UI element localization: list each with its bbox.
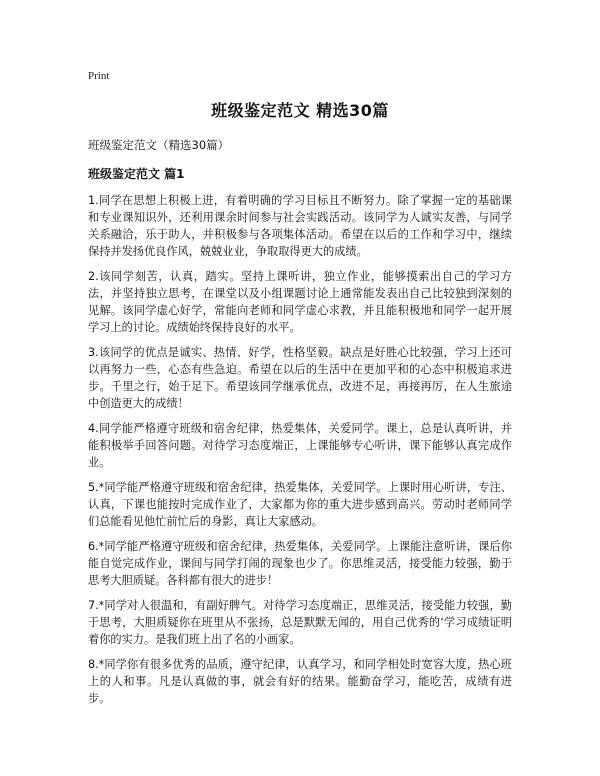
paragraph-6: 6.*同学能严格遵守班级和宿舍纪律，热爱集体，关爱同学。上课能注意听讲，课后你能自觉完成作业，课间与同学打闹的现象也少了。你思维灵活，接受能力较强，勤于思考大胆质疑。各科都有很大的进步！	[88, 540, 512, 587]
document-subtitle: 班级鉴定范文（精选30篇）	[88, 138, 230, 152]
paragraph-8: 8.*同学你有很多优秀的品质，遵守纪律，认真学习，和同学相处时宽容大度，热心班上的人和事。凡是认真做的事，就会有好的结果。能勤奋学习，能吃苦，成绩有进步。	[88, 658, 512, 705]
paragraph-4: 4.同学能严格遵守班级和宿舍纪律，热爱集体，关爱同学。课上，总是认真听讲，并能积极举手回答问题。对待学习态度端正，上课能够专心听讲，课下能够认真完成作业。	[88, 422, 512, 469]
document-title: 班级鉴定范文 精选30篇	[211, 101, 389, 120]
section-heading: 班级鉴定范文 篇1	[88, 167, 185, 181]
paragraph-3: 3.该同学的优点是诚实、热情、好学，性格坚毅。缺点是好胜心比较强，学习上还可以再努力一些，心态有些急迫。希望在以后的生活中在更加平和的心态中积极追求进步。千里之行，始于足下。希望该同学继承优点，改进不足，再接再厉，在人生旅途中创造更大的成绩！	[88, 346, 512, 410]
paragraph-2: 2.该同学刻苦，认真，踏实。坚持上课听讲，独立作业，能够摸索出自己的学习方法，并坚持独立思考，在课堂以及小组课题讨论上通常能发表出自己比较独到深刻的见解。该同学虚心好学，常能向老师和同学虚心求教，并且能积极地和同学一起开展学习上的讨论。成绩始终保持良好的水平。	[88, 270, 512, 334]
paragraph-5: 5.*同学能严格遵守班级和宿舍纪律，热爱集体，关爱同学。上课时用心听讲，专注、认真，下课也能按时完成作业了，大家都为你的重大进步感到高兴。劳动时老师同学们总能看见他忙前忙后的身影，真让大家感动。	[88, 481, 512, 528]
paragraph-7: 7.*同学对人很温和，有副好脾气。对待学习态度端正，思维灵活，接受能力较强，勤于思考，大胆质疑你在班里从不张扬，总是默默无闻的，用自己优秀的‘学习成绩证明着你的实力。是我们班上出了名的小画家。	[88, 599, 512, 646]
paragraph-1: 1.同学在思想上积极上进，有着明确的学习目标且不断努力。除了掌握一定的基础课和专业课知识外，还利用课余时间参与社会实践活动。该同学为人诚实友善，与同学关系融洽，乐于助人，并积极参与各项集体活动。希望在以后的工作和学习中，继续保持并发扬优良作风，兢兢业业，争取取得更大的成绩。	[88, 194, 512, 258]
print-link[interactable]: Print	[88, 70, 110, 82]
